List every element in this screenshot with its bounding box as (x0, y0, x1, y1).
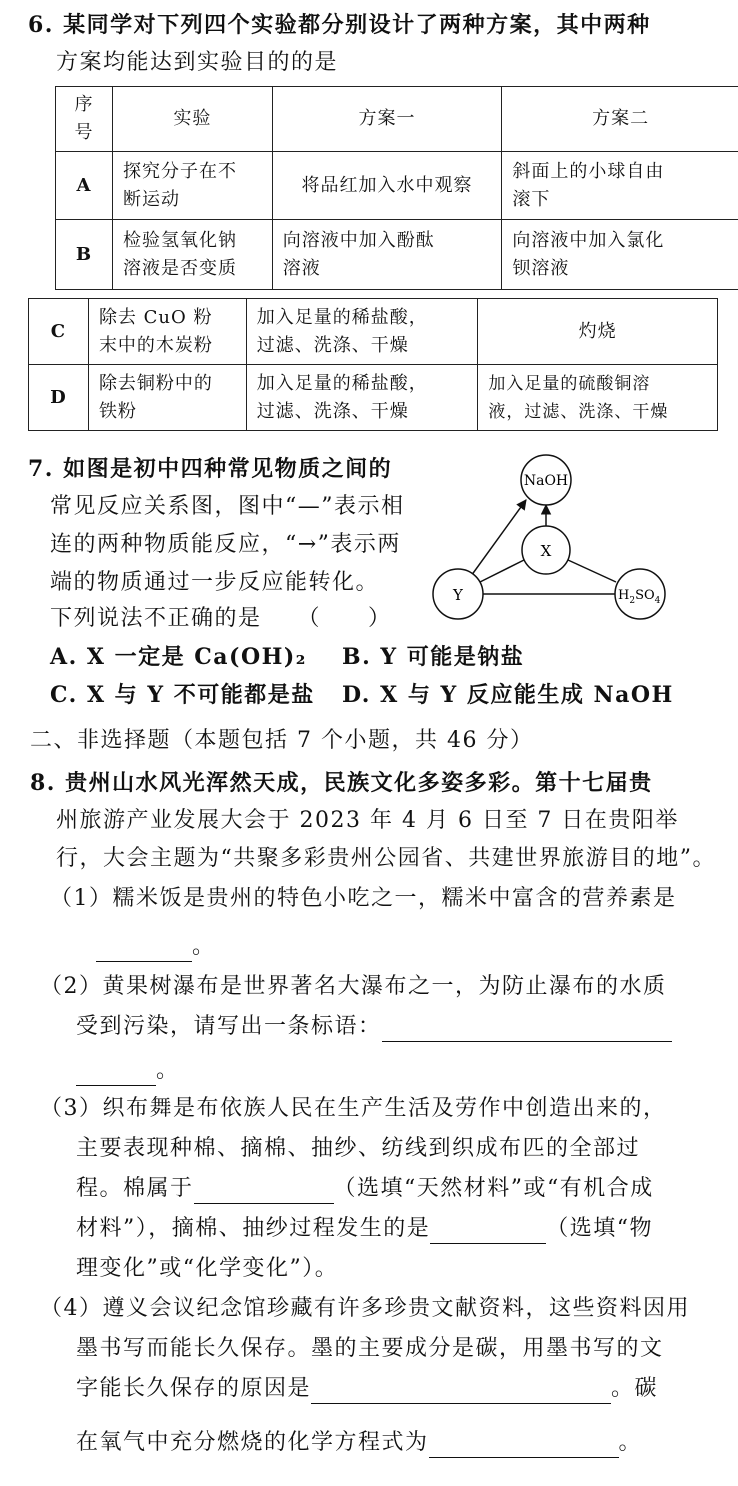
table-header-row (56, 87, 738, 152)
plan2-cell (478, 299, 718, 365)
answer-blank[interactable] (382, 1019, 672, 1042)
answer-blank[interactable] (311, 1381, 611, 1404)
cell-text: 斜面上的小球自由 (512, 160, 665, 182)
option-b: B. Y 可能是钠盐 (342, 644, 525, 670)
q8-intro-line1: 8. 贵州山水风光浑然天成，民族文化多姿多彩。第十七届贵 (30, 770, 653, 796)
q8-intro-line3: 行，大会主题为“共聚多彩贵州公园省、共建世界旅游目的地”。 (56, 846, 716, 871)
cell-text: 溶液是否变质 (122, 257, 237, 279)
cell-text: 灼烧 (578, 320, 617, 342)
plan1-cell (272, 152, 502, 220)
cell-text: 将品红加入水中观察 (301, 174, 473, 196)
cell-text: 检验氢氧化钠 (122, 229, 237, 251)
table-row (29, 365, 718, 431)
cell-text: 滚下 (512, 188, 551, 210)
q7-line3: 连的两种物质能反应，“→”表示两 (50, 532, 401, 557)
reaction-diagram (420, 448, 680, 638)
cell-text: 除去铜粉中的 (98, 372, 213, 394)
answer-blank[interactable] (96, 939, 192, 962)
option-a: A. X 一定是 Ca(OH)₂ (50, 644, 307, 670)
table-row (29, 299, 718, 365)
cell-text: 除去 CuO 粉 (98, 306, 213, 328)
table-row (56, 152, 738, 220)
cell-text: 过滤、洗涤、干燥 (256, 400, 409, 422)
plan1-cell (246, 365, 478, 431)
q8-part2-line3: 。 (76, 1056, 180, 1086)
q8-part2-line1: （2）黄果树瀑布是世界著名大瀑布之一，为防止瀑布的水质 (40, 974, 667, 999)
answer-blank[interactable] (429, 1435, 619, 1458)
plan2-cell (502, 152, 738, 220)
section-heading: 二、非选择题（本题包括 7 个小题，共 46 分） (30, 728, 534, 753)
q8-part3-line2: 主要表现种棉、摘棉、抽纱、纺线到织成布匹的全部过 (76, 1136, 641, 1161)
answer-blank[interactable] (194, 1181, 334, 1204)
exp-cell (88, 365, 246, 431)
q8-part4-line2: 墨书写而能长久保存。墨的主要成分是碳，用墨书写的文 (76, 1336, 664, 1361)
q7-line2: 常见反应关系图，图中“—”表示相 (50, 494, 405, 519)
cell-text: 加入足量的稀盐酸， (256, 306, 428, 328)
answer-blank[interactable] (76, 1063, 156, 1086)
q6-line1: 6. 某同学对下列四个实验都分别设计了两种方案，其中两种 (28, 12, 651, 38)
cell-text: 断运动 (122, 188, 180, 210)
plan1-cell (246, 299, 478, 365)
cell-text: 向溶液中加入氯化 (512, 229, 665, 251)
cell-text: 铁粉 (98, 400, 137, 422)
q6-line2: 方案均能达到实验目的的是 (56, 50, 339, 75)
exp-cell (112, 220, 272, 290)
plan2-cell (478, 365, 718, 431)
row-id: C (29, 299, 89, 365)
x-label: X (540, 542, 552, 560)
q8-part3-line4: 材料”），摘棉、抽纱过程发生的是 （选填“物 (76, 1214, 653, 1244)
row-id: A (56, 152, 113, 220)
cell-text: 加入足量的硫酸铜溶 (488, 373, 651, 394)
exp-cell (88, 299, 246, 365)
header-cell: 方案一 (272, 87, 502, 152)
q8-part4-line1: （4）遵义会议纪念馆珍藏有许多珍贵文献资料，这些资料因用 (40, 1296, 690, 1321)
row-id: B (56, 220, 113, 290)
q7-line4: 端的物质通过一步反应能转化。 (50, 570, 380, 595)
cell-text: 钡溶液 (512, 257, 570, 279)
q8-part3-line5: 理变化”或“化学变化”）。 (76, 1256, 339, 1281)
header-cell: 方案二 (502, 87, 738, 152)
header-cell: 实验 (112, 87, 272, 152)
plan1-cell (272, 220, 502, 290)
line-y-x (480, 560, 524, 582)
q8-part1: （1）糯米饭是贵州的特色小吃之一，糯米中富含的营养素是 (50, 886, 677, 911)
cell-text: 探究分子在不 (122, 160, 237, 182)
cell-text: 末中的木炭粉 (98, 334, 213, 356)
q8-part4-line3: 字能长久保存的原因是 。碳 (76, 1374, 658, 1404)
naoh-label: NaOH (523, 473, 569, 489)
header-cell: 序号 (56, 87, 113, 152)
exp-cell (112, 152, 272, 220)
row-id: D (29, 365, 89, 431)
cell-text: 过滤、洗涤、干燥 (256, 334, 409, 356)
option-d: D. X 与 Y 反应能生成 NaOH (342, 682, 674, 708)
h2so4-label: $H_2SO_4$ (618, 588, 661, 606)
q8-intro-line2: 州旅游产业发展大会于 2023 年 4 月 6 日至 7 日在贵阳举 (56, 808, 679, 833)
q8-part4-line4: 在氧气中充分燃烧的化学方程式为 。 (76, 1428, 642, 1458)
q6-table-bottom (28, 298, 718, 431)
line-x-h2so4 (568, 560, 616, 582)
option-c: C. X 与 Y 不可能都是盐 (50, 682, 315, 708)
plan2-cell (502, 220, 738, 290)
cell-text: 向溶液中加入酚酞 (282, 229, 435, 251)
q7-line5: 下列说法不正确的是 （ ） (50, 606, 392, 631)
q8-part1-answer: 。 (96, 932, 216, 962)
q6-table-top (55, 86, 738, 290)
q8-part3-line3: 程。棉属于 （选填“天然材料”或“有机合成 (76, 1174, 654, 1204)
cell-text: 溶液 (282, 257, 321, 279)
q8-part3-line1: （3）织布舞是布依族人民在生产生活及劳作中创造出来的， (40, 1096, 667, 1121)
cell-text: 加入足量的稀盐酸， (256, 372, 428, 394)
y-label: Y (453, 586, 463, 604)
table-row (56, 220, 738, 290)
q7-line1: 7. 如图是初中四种常见物质之间的 (28, 456, 393, 482)
answer-blank[interactable] (430, 1221, 546, 1244)
cell-text: 液，过滤、洗涤、干燥 (488, 401, 669, 422)
q8-part2-line2: 受到污染，请写出一条标语： (76, 1012, 672, 1042)
